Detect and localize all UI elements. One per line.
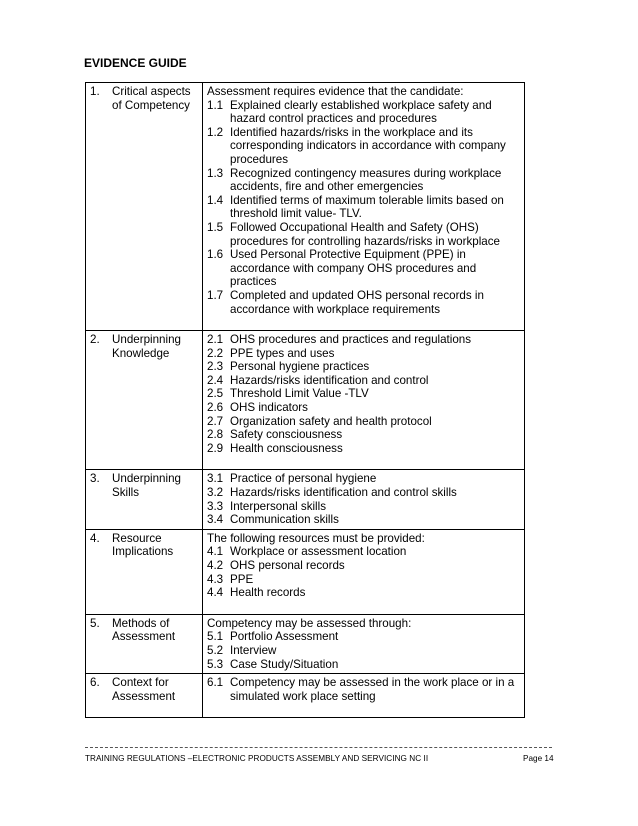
item-number: 3.3	[207, 499, 224, 513]
item-text: Identified terms of maximum tolerable limits based on threshold limit value- TLV.	[230, 193, 504, 221]
section-label	[112, 676, 198, 703]
item-text: Recognized contingency measures during workplace accidents, fire and other emergencies	[230, 166, 502, 194]
item-text: Workplace or assessment location	[230, 545, 407, 559]
item-text: PPE	[230, 572, 254, 586]
item-text: Safety consciousness	[230, 428, 343, 442]
item-text: Communication skills	[230, 513, 339, 527]
list-item	[207, 374, 520, 388]
item-text: Completed and updated OHS personal records in accordance with workplace requirements	[230, 288, 484, 316]
item-number: 1.5	[207, 220, 224, 234]
item-number: 2.6	[207, 401, 224, 415]
section-intro: The following resources must be provided:	[207, 531, 425, 545]
section-number: 3.	[90, 472, 100, 486]
item-number: 1.3	[207, 166, 224, 180]
section-content-cell	[203, 674, 525, 718]
list-item	[207, 415, 520, 429]
section-number: 5.	[90, 616, 100, 630]
item-text: Hazards/risks identification and control skills	[230, 486, 457, 500]
section-content-cell	[203, 470, 525, 529]
list-item	[207, 126, 520, 167]
item-number: 1.2	[207, 125, 224, 139]
section-label	[112, 85, 198, 112]
item-number: 5.1	[207, 630, 224, 644]
item-text: OHS personal records	[230, 559, 345, 572]
section-label-line: Knowledge	[112, 346, 170, 360]
item-text: Personal hygiene practices	[230, 360, 370, 374]
section-label	[112, 617, 198, 644]
section-label-line: of Competency	[112, 98, 190, 112]
footer-page-number: Page 14	[523, 754, 554, 763]
item-text: OHS procedures and practices and regulations	[230, 333, 472, 347]
list-item	[207, 644, 520, 658]
section-content-cell	[203, 83, 525, 331]
item-text: Competency may be assessed in the work place or in a simulated work place setting	[230, 676, 515, 703]
section-label	[112, 333, 198, 360]
item-number: 4.4	[207, 586, 224, 600]
list-item	[207, 360, 520, 374]
list-item	[207, 586, 520, 600]
list-item	[207, 658, 520, 672]
evidence-guide-body	[86, 83, 525, 718]
item-text: Interpersonal skills	[230, 499, 327, 513]
list-item	[207, 387, 520, 401]
item-number: 2.8	[207, 428, 224, 442]
item-number: 5.3	[207, 657, 224, 671]
list-item	[207, 333, 520, 347]
section-label	[112, 532, 198, 559]
item-number: 2.1	[207, 333, 224, 347]
item-number: 2.5	[207, 387, 224, 401]
item-text: Identified hazards/risks in the workplace and its corresponding indicators in accordance with company procedures	[230, 125, 506, 166]
item-text: PPE types and uses	[230, 346, 335, 360]
section-intro: Competency may be assessed through:	[207, 616, 412, 630]
list-item	[207, 545, 520, 559]
section-label-cell	[86, 83, 203, 331]
section-label-cell	[86, 331, 203, 470]
item-text: Portfolio Assessment	[230, 630, 339, 644]
section-content-cell	[203, 614, 525, 673]
item-text: Health consciousness	[230, 441, 343, 455]
list-item	[207, 500, 520, 514]
list-item	[207, 472, 520, 486]
table-row	[86, 614, 525, 673]
list-item	[207, 428, 520, 442]
list-item	[207, 573, 520, 587]
item-number: 2.4	[207, 373, 224, 387]
item-text: Organization safety and health protocol	[230, 414, 432, 428]
page-title: EVIDENCE GUIDE	[84, 56, 187, 70]
section-label-cell	[86, 529, 203, 614]
item-text: Threshold Limit Value -TLV	[230, 387, 369, 401]
section-content-cell	[203, 529, 525, 614]
item-number: 4.1	[207, 545, 224, 559]
table-row	[86, 470, 525, 529]
section-label	[112, 472, 198, 499]
section-content-cell	[203, 331, 525, 470]
list-item	[207, 194, 520, 221]
section-label-line: Assessment	[112, 689, 176, 703]
section-label-cell	[86, 614, 203, 673]
item-text: Health records	[230, 586, 306, 600]
item-text: Case Study/Situation	[230, 657, 339, 671]
table-row	[86, 331, 525, 470]
list-item	[207, 676, 520, 703]
item-text: Hazards/risks identification and control	[230, 373, 429, 387]
item-text: Used Personal Protective Equipment (PPE) in accordance with company OHS procedures and practices	[230, 248, 477, 289]
item-number: 3.1	[207, 472, 224, 486]
item-number: 4.2	[207, 559, 224, 572]
footer-divider	[85, 747, 552, 748]
list-item	[207, 513, 520, 527]
item-number: 2.7	[207, 414, 224, 428]
list-item	[207, 289, 520, 316]
list-item	[207, 442, 520, 456]
section-label-line: Critical aspects	[112, 85, 191, 98]
section-number: 1.	[90, 85, 100, 98]
list-item	[207, 167, 520, 194]
section-label-line: Context for	[112, 676, 169, 690]
list-item	[207, 221, 520, 248]
item-number: 5.2	[207, 643, 224, 657]
section-number: 6.	[90, 676, 100, 690]
section-label-cell	[86, 674, 203, 718]
section-label-line: Implications	[112, 545, 174, 559]
list-item	[207, 99, 520, 126]
section-number: 4.	[90, 531, 100, 545]
item-number: 6.1	[207, 676, 224, 690]
item-number: 1.1	[207, 98, 224, 112]
item-number: 2.9	[207, 441, 224, 455]
list-item	[207, 401, 520, 415]
list-item	[207, 630, 520, 644]
list-item	[207, 347, 520, 361]
item-number: 2.2	[207, 346, 224, 360]
table-row	[86, 529, 525, 614]
evidence-guide-table	[85, 82, 525, 718]
section-label-line: Assessment	[112, 630, 176, 644]
item-number: 2.3	[207, 360, 224, 374]
footer-document-title: TRAINING REGULATIONS –ELECTRONIC PRODUCTS ASSEMBLY AND SERVICING NC II	[85, 754, 429, 763]
list-item	[207, 486, 520, 500]
table-row	[86, 674, 525, 718]
section-number: 2.	[90, 333, 100, 347]
section-intro: Assessment requires evidence that the candidate:	[207, 85, 464, 98]
item-text: Practice of personal hygiene	[230, 472, 377, 486]
section-label-line: Methods of	[112, 616, 170, 630]
item-number: 4.3	[207, 572, 224, 586]
section-label-line: Resource	[112, 531, 162, 545]
item-text: Interview	[230, 643, 277, 657]
item-text: Followed Occupational Health and Safety (OHS) procedures for controlling hazards/risks in workplace	[230, 220, 500, 248]
section-label-line: Underpinning	[112, 472, 181, 486]
section-label-line: Underpinning	[112, 333, 181, 347]
item-text: OHS indicators	[230, 401, 308, 415]
section-label-cell	[86, 470, 203, 529]
item-number: 3.4	[207, 513, 224, 527]
item-text: Explained clearly established workplace safety and hazard control practices and procedures	[230, 98, 492, 126]
item-number: 1.7	[207, 288, 224, 302]
list-item	[207, 559, 520, 573]
item-number: 1.6	[207, 248, 224, 262]
item-number: 3.2	[207, 486, 224, 500]
table-row	[86, 83, 525, 331]
section-label-line: Skills	[112, 486, 140, 500]
item-number: 1.4	[207, 193, 224, 207]
list-item	[207, 248, 520, 289]
